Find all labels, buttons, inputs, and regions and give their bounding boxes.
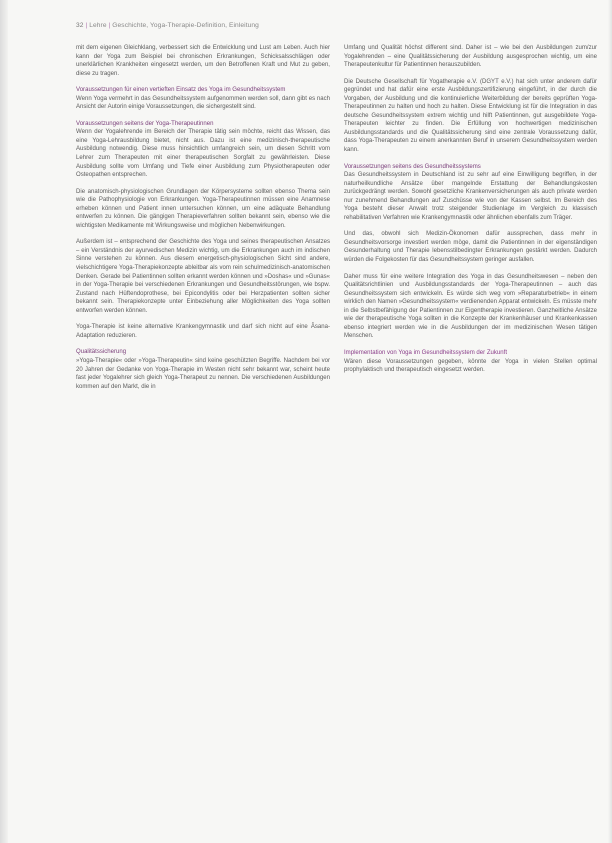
header-section: Lehre: [89, 22, 107, 29]
body-paragraph: Umfang und Qualität höchst different sind. Daher ist – wie bei den Ausbildungen zum/zur Yogalehrenden – eine Qualitätssicherung der Ausbildung ausgesprochen wichtig, um eine Therapeutenkultur für Patientinnen herauszubilden.: [344, 45, 597, 69]
body-paragraph: Wären diese Voraussetzungen gegeben, könnte der Yoga in vielen Stellen optimal prophylaktisch und therapeutisch eingesetzt werden.: [344, 358, 597, 374]
body-paragraph: Außerdem ist – entsprechend der Geschichte des Yoga und seines therapeutischen Ansatzes – ein Verständnis der ayurvedischen Medizin wichtig, um die Erkrankungen auch im indischen Sinne verstehen zu können. Aus diesem energetisch-physiologischen Sicht sind andere, vielschichtigere Yoga-Therapiekonzepte ableitbar als vom rein schulmedizinisch-anatomischen Denken. Gerade bei Patientinnen sollten erkannt werden können und »Doshas« und »Gunas« in der Yoga-Therapie bei verschiedenen Erkrankungen und Gesundheitsstörungen, wie bspw. Zustand nach Hüftendoprothese, bei Epicondylitis oder bei Herzpatienten sollten sicher bekannt sein. Therapiekonzepte unter Einbeziehung aller Möglichkeiten des Yoga sollten entworfen werden können.: [76, 239, 330, 314]
header-title: Geschichte, Yoga-Therapie-Definition, Einleitung: [112, 22, 259, 29]
body-paragraph: Yoga-Therapie ist keine alternative Krankengymnastik und darf sich nicht auf eine Âsana-Adaptation reduzieren.: [76, 324, 330, 339]
section-heading: Implementation von Yoga im Gesundheitssystem der Zukunft: [344, 349, 508, 356]
body-paragraph: Wenn Yoga vermehrt in das Gesundheitssystem aufgenommen werden soll, dann gibt es nach Ansicht der Autorin einige Voraussetzungen, die sichergestellt sind.: [76, 95, 330, 111]
header-separator: |: [108, 22, 113, 29]
body-paragraph: mit dem eigenen Gleichklang, verbessert sich die Entwicklung und Lust am Leben. Auch hier kann der Yoga zum Beispiel bei chronischen Erkrankungen, Schicksalsschlägen oder unerklärlichen Krankheiten eingesetzt werden, um den Betroffenen Kraft und Mut zu geben, diese zu tragen.: [76, 45, 330, 77]
page-number: 32: [76, 22, 84, 29]
running-header: [76, 22, 596, 29]
body-paragraph: Das Gesundheitssystem in Deutschland ist zu sehr auf eine Einwilligung begriffen, in der naturheilkundliche Ansätze über mangelnde Erstattung der Behandlungskosten zurückgedrängt werden. Sowohl gesetzliche Krankenversicherungen als auch private werden nur zunehmend Behandlungen auf Zuschüsse wie von der Kassen selbst. Im Bereich des Yoga besteht dieser Anwalt trotz steigender Studienlage im Vergleich zu klassisch rehabilitativen Verfahren wie Krankengymnastik oder ähnlichen ebenfalls zum Träger.: [344, 172, 597, 221]
scan-right-shadow: [608, 0, 612, 843]
body-paragraph: Daher muss für eine weitere Integration des Yoga in das Gesundheitswesen – neben den Qualitätsrichtlinien und Ausbildungsstandards der Yoga-Therapeutinnen – auch das Gesundheitssystem sich entwickeln. Es würde sich weg vom »Reparaturbetrieb« in einem wirklich den Namen »Gesundheitssystem« verdienenden Apparat entwickeln. Es müsste mehr in die Selbstbefähigung der Patientinnen zur Eigentherapie investieren. Ganzheitliche Ansätze wie der therapeutische Yoga sollten in die Konzepte der Krankenhäuser und Krankenkassen ebenso integriert werden wie in die Ausbildungen der im medizinischen Wesen tätigen Menschen.: [344, 273, 597, 340]
body-paragraph: Die anatomisch-physiologischen Grundlagen der Körpersysteme sollten ebenso Thema sein wie die Pathophysiologie von Erkrankungen. Yoga-Therapeutinnen müssen eine Anamnese erheben können und Patient innen untersuchen können, um eine adäquate Behandlung entwerfen zu können. Die gängigen Therapieverfahren sollten bekannt sein, ebenso wie die wichtigsten Medikamente mit Wirkungsweise und möglichen Nebenwirkungen.: [76, 188, 330, 229]
section-heading: Voraussetzungen seitens des Gesundheitssystems: [344, 163, 481, 170]
section-heading: Voraussetzungen für einen vertieften Einsatz des Yoga im Gesundheitssystem: [76, 87, 286, 94]
section-heading: Voraussetzungen seitens der Yoga-Therapeutinnen: [76, 120, 214, 127]
right-column: [344, 44, 597, 383]
section-heading: Qualitätssicherung: [76, 349, 127, 356]
body-paragraph: Wenn der Yogalehrende im Bereich der Therapie tätig sein möchte, reicht das Wissen, das eine Yoga-Lehrausbildung bietet, nicht aus. Dazu ist eine medizinisch-therapeutische Ausbildung notwendig. Diese muss hinsichtlich umfangreich sein, um diesen Schritt vom Lehrer zum Therapeuten mit einer therapeutischen Sorgfalt zu gewährleisten. Diese Ausbildung sollte vom Umfang und Tiefe einer Ausbildung zum Physiotherapeuten oder Osteopathen entsprechen.: [76, 129, 330, 179]
scan-edge-shadow: [0, 0, 8, 843]
body-paragraph: Und das, obwohl sich Medizin-Ökonomen dafür aussprechen, dass mehr in Gesundheitsvorsorge investiert werden möge, damit die Patientinnen in der eigenständigen Gesunderhaltung und Therapie lebensstilbedingter Erkrankungen gestärkt werden. Dadurch würden die Folgekosten für das Gesundheitssystem geringer ausfallen.: [344, 231, 597, 264]
body-paragraph: »Yoga-Therapie« oder »Yoga-Therapeutin« sind keine geschützten Begriffe. Nachdem bei vor 20 Jahren der Gedanke von Yoga-Therapie im Westen nicht sehr bekannt war, scheint heute fast jeder Yogalehrer sich gleich Yoga-Therapeut zu nennen. Die verschiedenen Ausbildungen kommen auf den Markt, die in: [76, 357, 330, 390]
body-paragraph: Die Deutsche Gesellschaft für Yogatherapie e.V. (DGYT e.V.) hat sich unter anderem dafür gegründet und hat dafür eine erste Ausbildungszertifizierung eingeführt, in der durch die Vorgaben, der Ausbildung und die kontinuierliche Weiterbildung der bereits geprüften Yoga-Therapeutinnen zu halten und hoch zu halten. Diese Entwicklung ist für die Integration in das deutsche Gesundheitssystem extrem wichtig und hilft Patientinnen, gut ausgebildete Yoga-Therapeuten leichter zu finden. Die Erfüllung von hochwertigen medizinischen Ausbildungsstandards und die Qualitätssicherung sind eine zentrale Voraussetzung dafür, dass Yoga-Therapeuten zu einem anerkannten Beruf in unserem Gesundheitssystem werden kann.: [344, 78, 597, 154]
header-separator: |: [85, 22, 90, 29]
left-column: [76, 44, 330, 399]
